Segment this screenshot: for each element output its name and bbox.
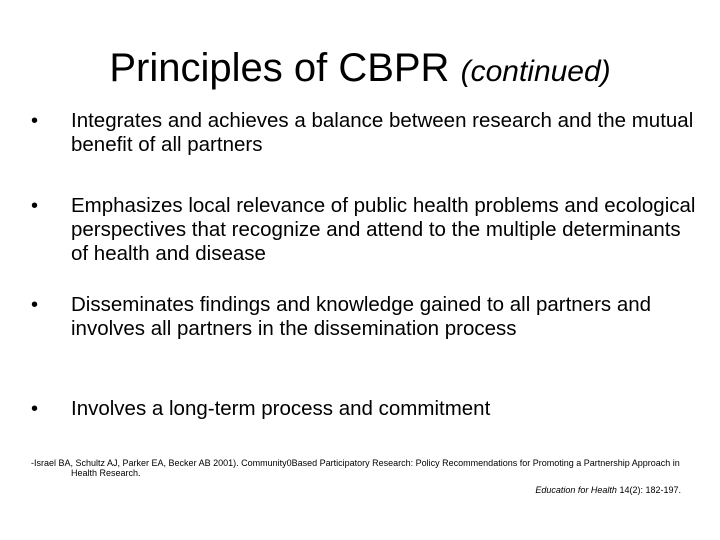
- bullet-marker: •: [31, 294, 39, 316]
- bullet-text: Disseminates findings and knowledge gained to all partners and involves all partners in the dissemination process: [71, 293, 652, 340]
- citation-journal: Education for Health: [535, 485, 617, 495]
- bullet-marker: •: [31, 195, 39, 217]
- slide-title-main: Principles of CBPR: [109, 46, 450, 90]
- citation-details: 14(2): 182-197.: [616, 485, 681, 495]
- citation-main: -Israel BA, Schultz AJ, Parker EA, Becker AB 2001). Community0Based Participatory Research: Policy Recommendations for Promoting a Partnership Approach in Health Research.: [31, 458, 680, 478]
- bullet-text: Integrates and achieves a balance between research and the mutual benefit of all partners: [71, 109, 694, 156]
- bullet-text: Involves a long-term process and commitment: [71, 397, 491, 420]
- bullet-item: [31, 293, 701, 341]
- slide-title: [0, 44, 720, 96]
- citation: [31, 458, 681, 495]
- citation-source: [31, 485, 681, 495]
- bullet-item: [31, 397, 701, 421]
- bullet-item: [31, 194, 701, 266]
- bullet-marker: •: [31, 398, 39, 420]
- bullet-item: [31, 109, 701, 157]
- bullet-marker: •: [31, 110, 39, 132]
- slide-title-suffix: (continued): [460, 55, 611, 88]
- bullet-text: Emphasizes local relevance of public health problems and ecological perspectives that recognize and attend to the multiple determinants of health and disease: [71, 194, 696, 265]
